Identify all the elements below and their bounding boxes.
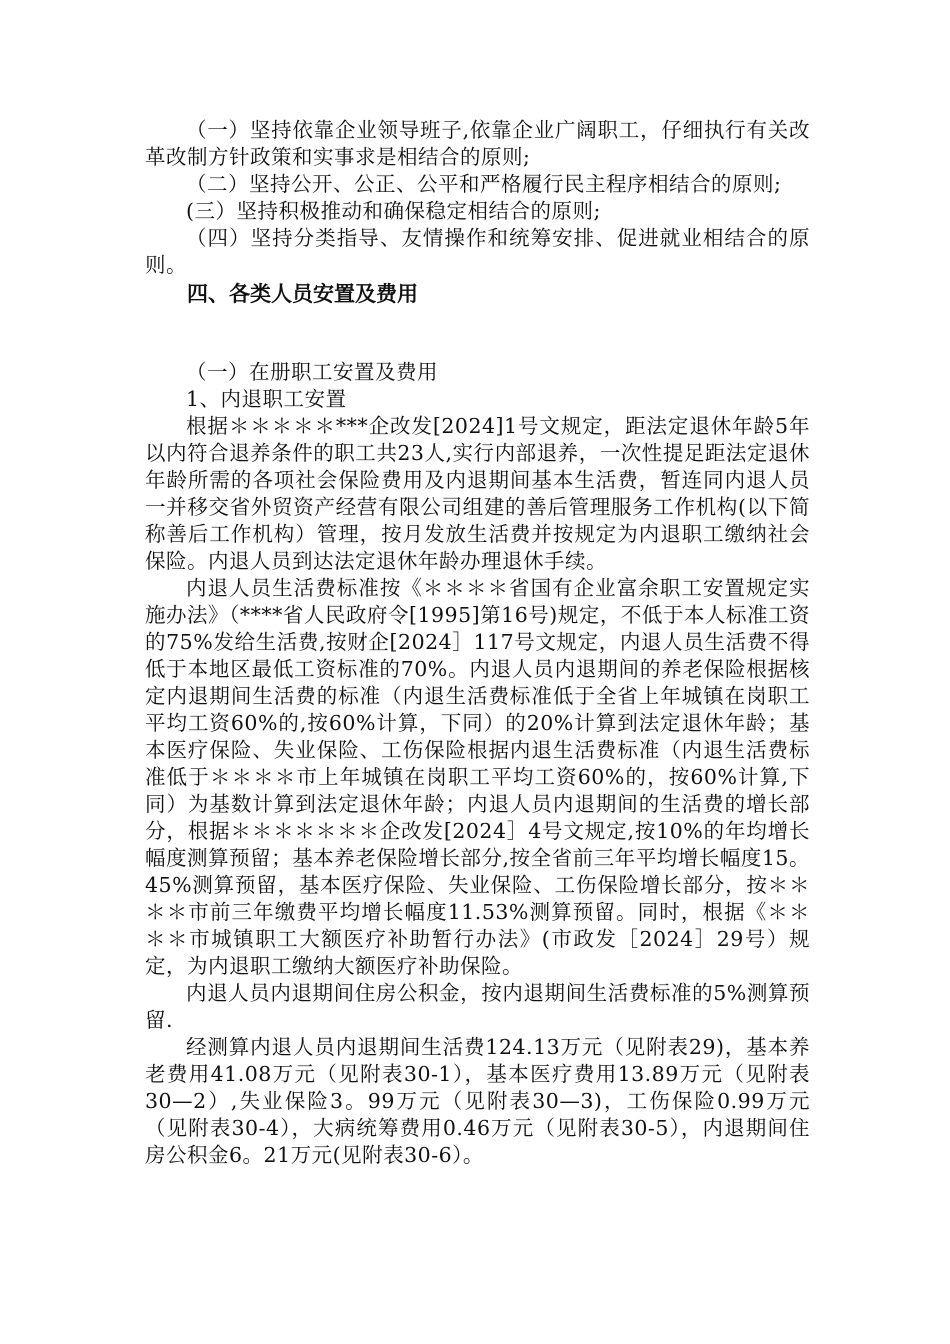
paragraph-living-allowance: 内退人员生活费标准按《＊＊＊＊省国有企业富余职工安置规定实施办法》（****省人民政府令[1995]第16号)规定，不低于本人标准工资的75%发给生活费,按财企[2024］117号文规定，内退人员生活费不得低于本地区最低工资标准的70%。内退人员内退期间的养老保险根据核定内退期间生活费的标准（内退生活费标准低于全省上年城镇在岗职工平均工资60%的,按60%计算，下同）的20%计算到法定退休年龄；基本医疗保险、失业保险、工伤保险根据内退生活费标准（内退生活费标准低于＊＊＊＊市上年城镇在岗职工平均工资60%的，按60%计算,下同）为基数计算到法定退休年龄；内退人员内退期间的生活费的增长部分，根据＊＊＊＊＊＊＊企改发[2024］4号文规定,按10%的年均增长幅度测算预留；基本养老保险增长部分,按全省前三年平均增长幅度15。45%测算预留，基本医疗保险、失业保险、工伤保险增长部分，按＊＊＊＊市前三年缴费平均增长幅度11.53%测算预留。同时，根据《＊＊＊＊市城镇职工大额医疗补助暂行办法》(市政发［2024］29号）规定，为内退职工缴纳大额医疗补助保险。 (145, 576, 810, 978)
item-heading: 1、内退职工安置 (186, 387, 347, 411)
section-spacer (145, 309, 810, 359)
principle-4: （四）坚持分类指导、友情操作和统筹安排、促进就业相结合的原则。 (145, 226, 810, 277)
paragraph-housing-fund: 内退人员内退期间住房公积金，按内退期间生活费标准的5%测算预留. (145, 981, 810, 1032)
principle-3: (三）坚持积极推动和确保稳定相结合的原则; (186, 199, 601, 223)
section-heading: 四、各类人员安置及费用 (187, 282, 418, 306)
subsection-heading: （一）在册职工安置及费用 (186, 360, 438, 384)
principle-1: （一）坚持依靠企业领导班子,依靠企业广阔职工，仔细执行有关改革改制方针政策和实事求是相结合的原则; (145, 118, 810, 169)
principle-2: （二）坚持公开、公正、公平和严格履行民主程序相结合的原则; (186, 172, 782, 196)
paragraph-retirement-policy: 根据＊＊＊＊＊***企改发[2024]1号文规定，距法定退休年龄5年以内符合退养条件的职工共23人,实行内部退养，一次性提足距法定退休年龄所需的各项社会保险费用及内退期间基本生活费，暂连同内退人员一并移交省外贸资产经营有限公司组建的善后管理服务工作机构(以下简称善后工作机构）管理，按月发放生活费并按规定为内退职工缴纳社会保险。内退人员到达法定退休年龄办理退休手续。 (145, 414, 810, 573)
paragraph-cost-estimate: 经测算内退人员内退期间生活费124.13万元（见附表29)，基本养老费用41.08万元（见附表30-1），基本医疗费用13.89万元（见附表30—2）,失业保险3。99万元（见附表30—3)，工伤保险0.99万元（见附表30-4），大病统筹费用0.46万元（见附表30-5），内退期间住房公积金6。21万元(见附表30-6）。 (145, 1035, 810, 1167)
